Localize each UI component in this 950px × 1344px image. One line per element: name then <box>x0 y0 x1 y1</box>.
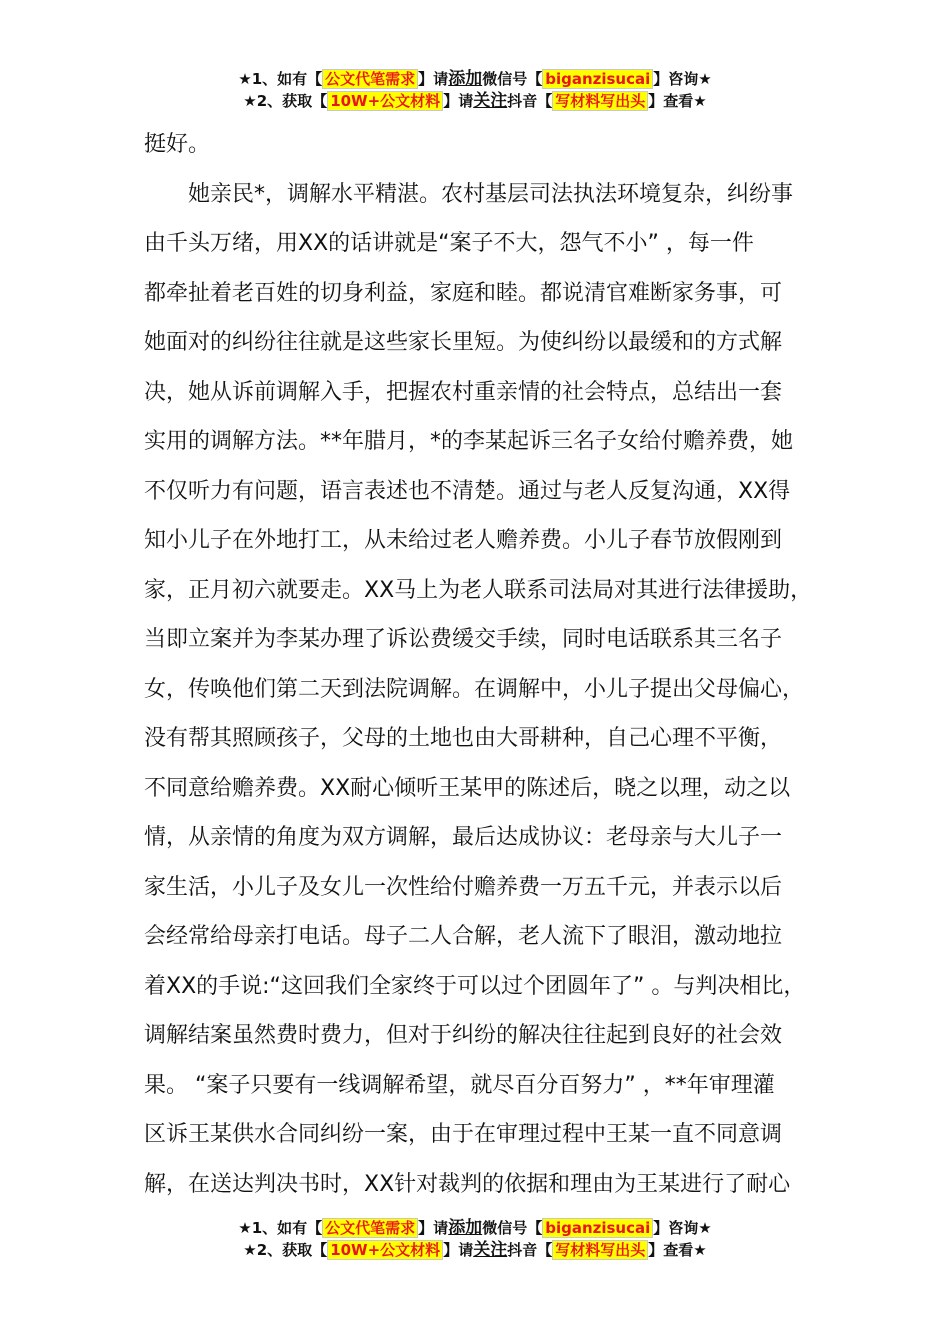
header-line-2 <box>0 90 950 112</box>
body-line: 不仅听力有问题，语言表述也不清楚。通过与老人反复沟通，XX得 <box>144 478 791 504</box>
header-text: 】查看★ <box>648 92 707 110</box>
header-line-1 <box>0 68 950 90</box>
footer-text: 】咨询★ <box>653 1219 712 1237</box>
body-line: 她面对的纠纷往往就是这些家长里短。为使纠纷以最缓和的方式解 <box>144 330 783 355</box>
footer-text: 微信号【 <box>482 1219 543 1237</box>
footer-line-2 <box>0 1239 950 1261</box>
footer-text: 抖音【 <box>507 1241 553 1259</box>
header-banner <box>0 68 950 112</box>
footer-highlight: 写材料写出头 <box>552 1240 648 1260</box>
header-text: ★2、获取【 <box>243 92 328 110</box>
body-line: 着XX的手说:“这回我们全家终于可以过个团圆年了” 。与判决相比， <box>144 973 806 999</box>
header-text: ★1、如有【 <box>238 70 323 88</box>
body-line: 实用的调解方法。**年腊月，*的李某起诉三名子女给付赡养费，她 <box>144 429 794 454</box>
body-line: 家生活，小儿子及女儿一次性给付赡养费一万五千元，并表示以后 <box>144 874 783 900</box>
header-text: 】请 <box>418 70 449 88</box>
footer-emphasis: 添加 <box>448 1218 483 1238</box>
header-text: 】咨询★ <box>653 70 712 88</box>
body-line: 不同意给赡养费。XX耐心倾听王某甲的陈述后，晓之以理，动之以 <box>144 775 791 801</box>
footer-highlight: biganzisucai <box>542 1218 653 1238</box>
document-body <box>144 120 834 1209</box>
header-highlight: 公文代笔需求 <box>322 69 418 89</box>
header-highlight: biganzisucai <box>542 69 653 89</box>
footer-emphasis: 关注 <box>473 1240 508 1260</box>
body-line: 决，她从诉前调解入手，把握农村重亲情的社会特点，总结出一套 <box>144 379 783 405</box>
header-emphasis: 关注 <box>473 91 508 111</box>
body-line: 知小儿子在外地打工，从未给过老人赡养费。小儿子春节放假刚到 <box>144 528 783 553</box>
header-text: 抖音【 <box>507 92 553 110</box>
header-emphasis: 添加 <box>448 69 483 89</box>
body-line: 挺好。 <box>144 132 211 157</box>
body-line: 当即立案并为李某办理了诉讼费缓交手续，同时电话联系其三名子 <box>144 627 783 652</box>
footer-text: ★1、如有【 <box>238 1219 323 1237</box>
body-line: 情，从亲情的角度为双方调解，最后达成协议：老母亲与大儿子一 <box>144 825 783 850</box>
body-line: 都牵扯着老百姓的切身利益，家庭和睦。都说清官难断家务事，可 <box>144 280 783 306</box>
header-text: 】请 <box>443 92 474 110</box>
body-line: 果。 “案子只要有一线调解希望，就尽百分百努力” ，**年审理灌 <box>144 1072 775 1098</box>
body-line: 会经常给母亲打电话。母子二人合解，老人流下了眼泪，激动地拉 <box>144 924 783 949</box>
footer-highlight: 公文代笔需求 <box>322 1218 418 1238</box>
body-line: 家，正月初六就要走。XX马上为老人联系司法局对其进行法律援助， <box>144 577 813 603</box>
body-line: 没有帮其照顾孩子，父母的土地也由大哥耕种，自己心理不平衡， <box>144 726 783 751</box>
footer-text: 】查看★ <box>648 1241 707 1259</box>
footer-highlight: 10W+公文材料 <box>327 1240 443 1260</box>
header-text: 微信号【 <box>482 70 543 88</box>
footer-line-1 <box>0 1217 950 1239</box>
body-line: 解，在送达判决书时，XX针对裁判的依据和理由为王某进行了耐心 <box>144 1171 791 1197</box>
footer-text: 】请 <box>418 1219 449 1237</box>
body-line: 区诉王某供水合同纠纷一案，由于在审理过程中王某一直不同意调 <box>144 1122 783 1147</box>
body-line: 女，传唤他们第二天到法院调解。在调解中，小儿子提出父母偏心， <box>144 676 805 702</box>
body-line: 由千头万绪，用XX的话讲就是“案子不大，怨气不小” ，每一件 <box>144 231 754 256</box>
footer-text: ★2、获取【 <box>243 1241 328 1259</box>
body-line: 调解结案虽然费时费力，但对于纠纷的解决往往起到良好的社会效 <box>144 1023 783 1048</box>
body-line: 她亲民*，调解水平精湛。农村基层司法执法环境复杂，纠纷事 <box>188 181 794 207</box>
header-highlight: 10W+公文材料 <box>327 91 443 111</box>
footer-banner <box>0 1217 950 1261</box>
footer-text: 】请 <box>443 1241 474 1259</box>
header-highlight: 写材料写出头 <box>552 91 648 111</box>
